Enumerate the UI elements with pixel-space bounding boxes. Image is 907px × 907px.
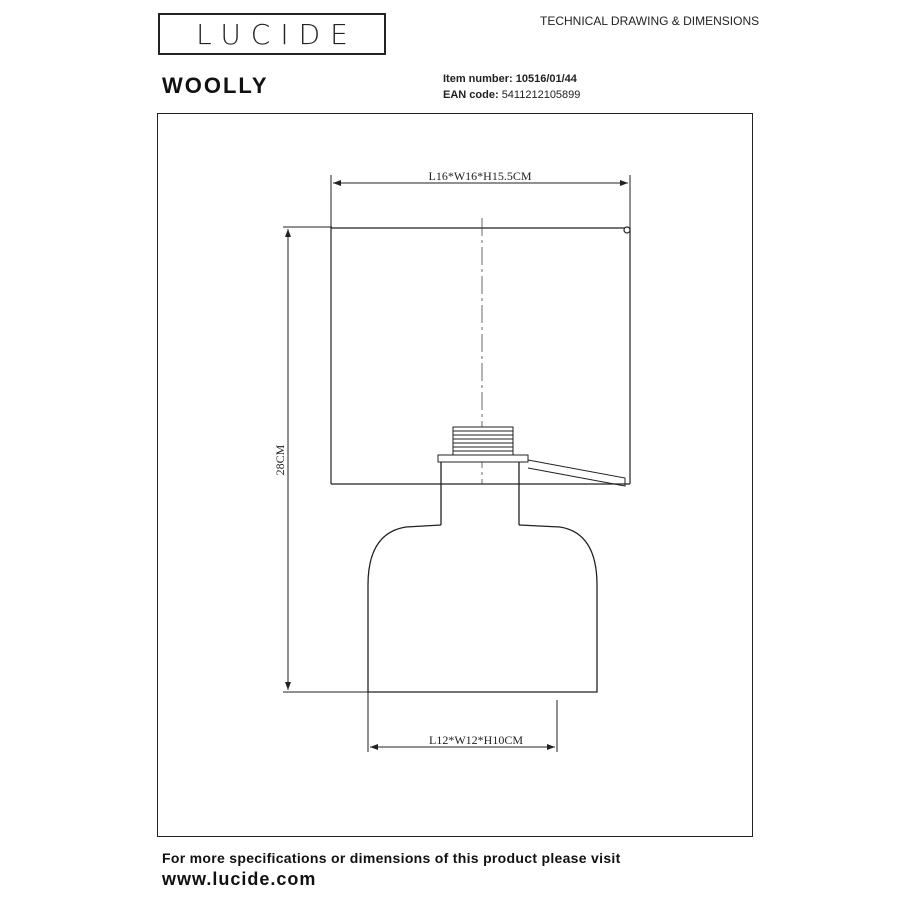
ean-code-value: 5411212105899 (501, 89, 581, 101)
item-number-label: Item number: (443, 73, 513, 85)
height-dimension-label: 28CM (273, 444, 287, 476)
document-type-label: TECHNICAL DRAWING & DIMENSIONS (540, 14, 760, 28)
brand-logo-text: LUCIDE (196, 18, 358, 51)
footer-url[interactable]: www.lucide.com (162, 869, 317, 889)
ean-code-label: EAN code: (443, 89, 499, 101)
footer-note: For more specifications or dimensions of this product please visit (162, 850, 621, 866)
lamp-base (368, 462, 597, 692)
lamp-socket (438, 427, 625, 486)
product-name: WOOLLY (162, 73, 269, 98)
base-dimension-label: L12*W12*H10CM (429, 733, 523, 747)
height-dimension-line (283, 227, 368, 692)
shade-dimension-label: L16*W16*H15.5CM (428, 169, 532, 183)
item-number-value: 10516/01/44 (515, 73, 577, 85)
